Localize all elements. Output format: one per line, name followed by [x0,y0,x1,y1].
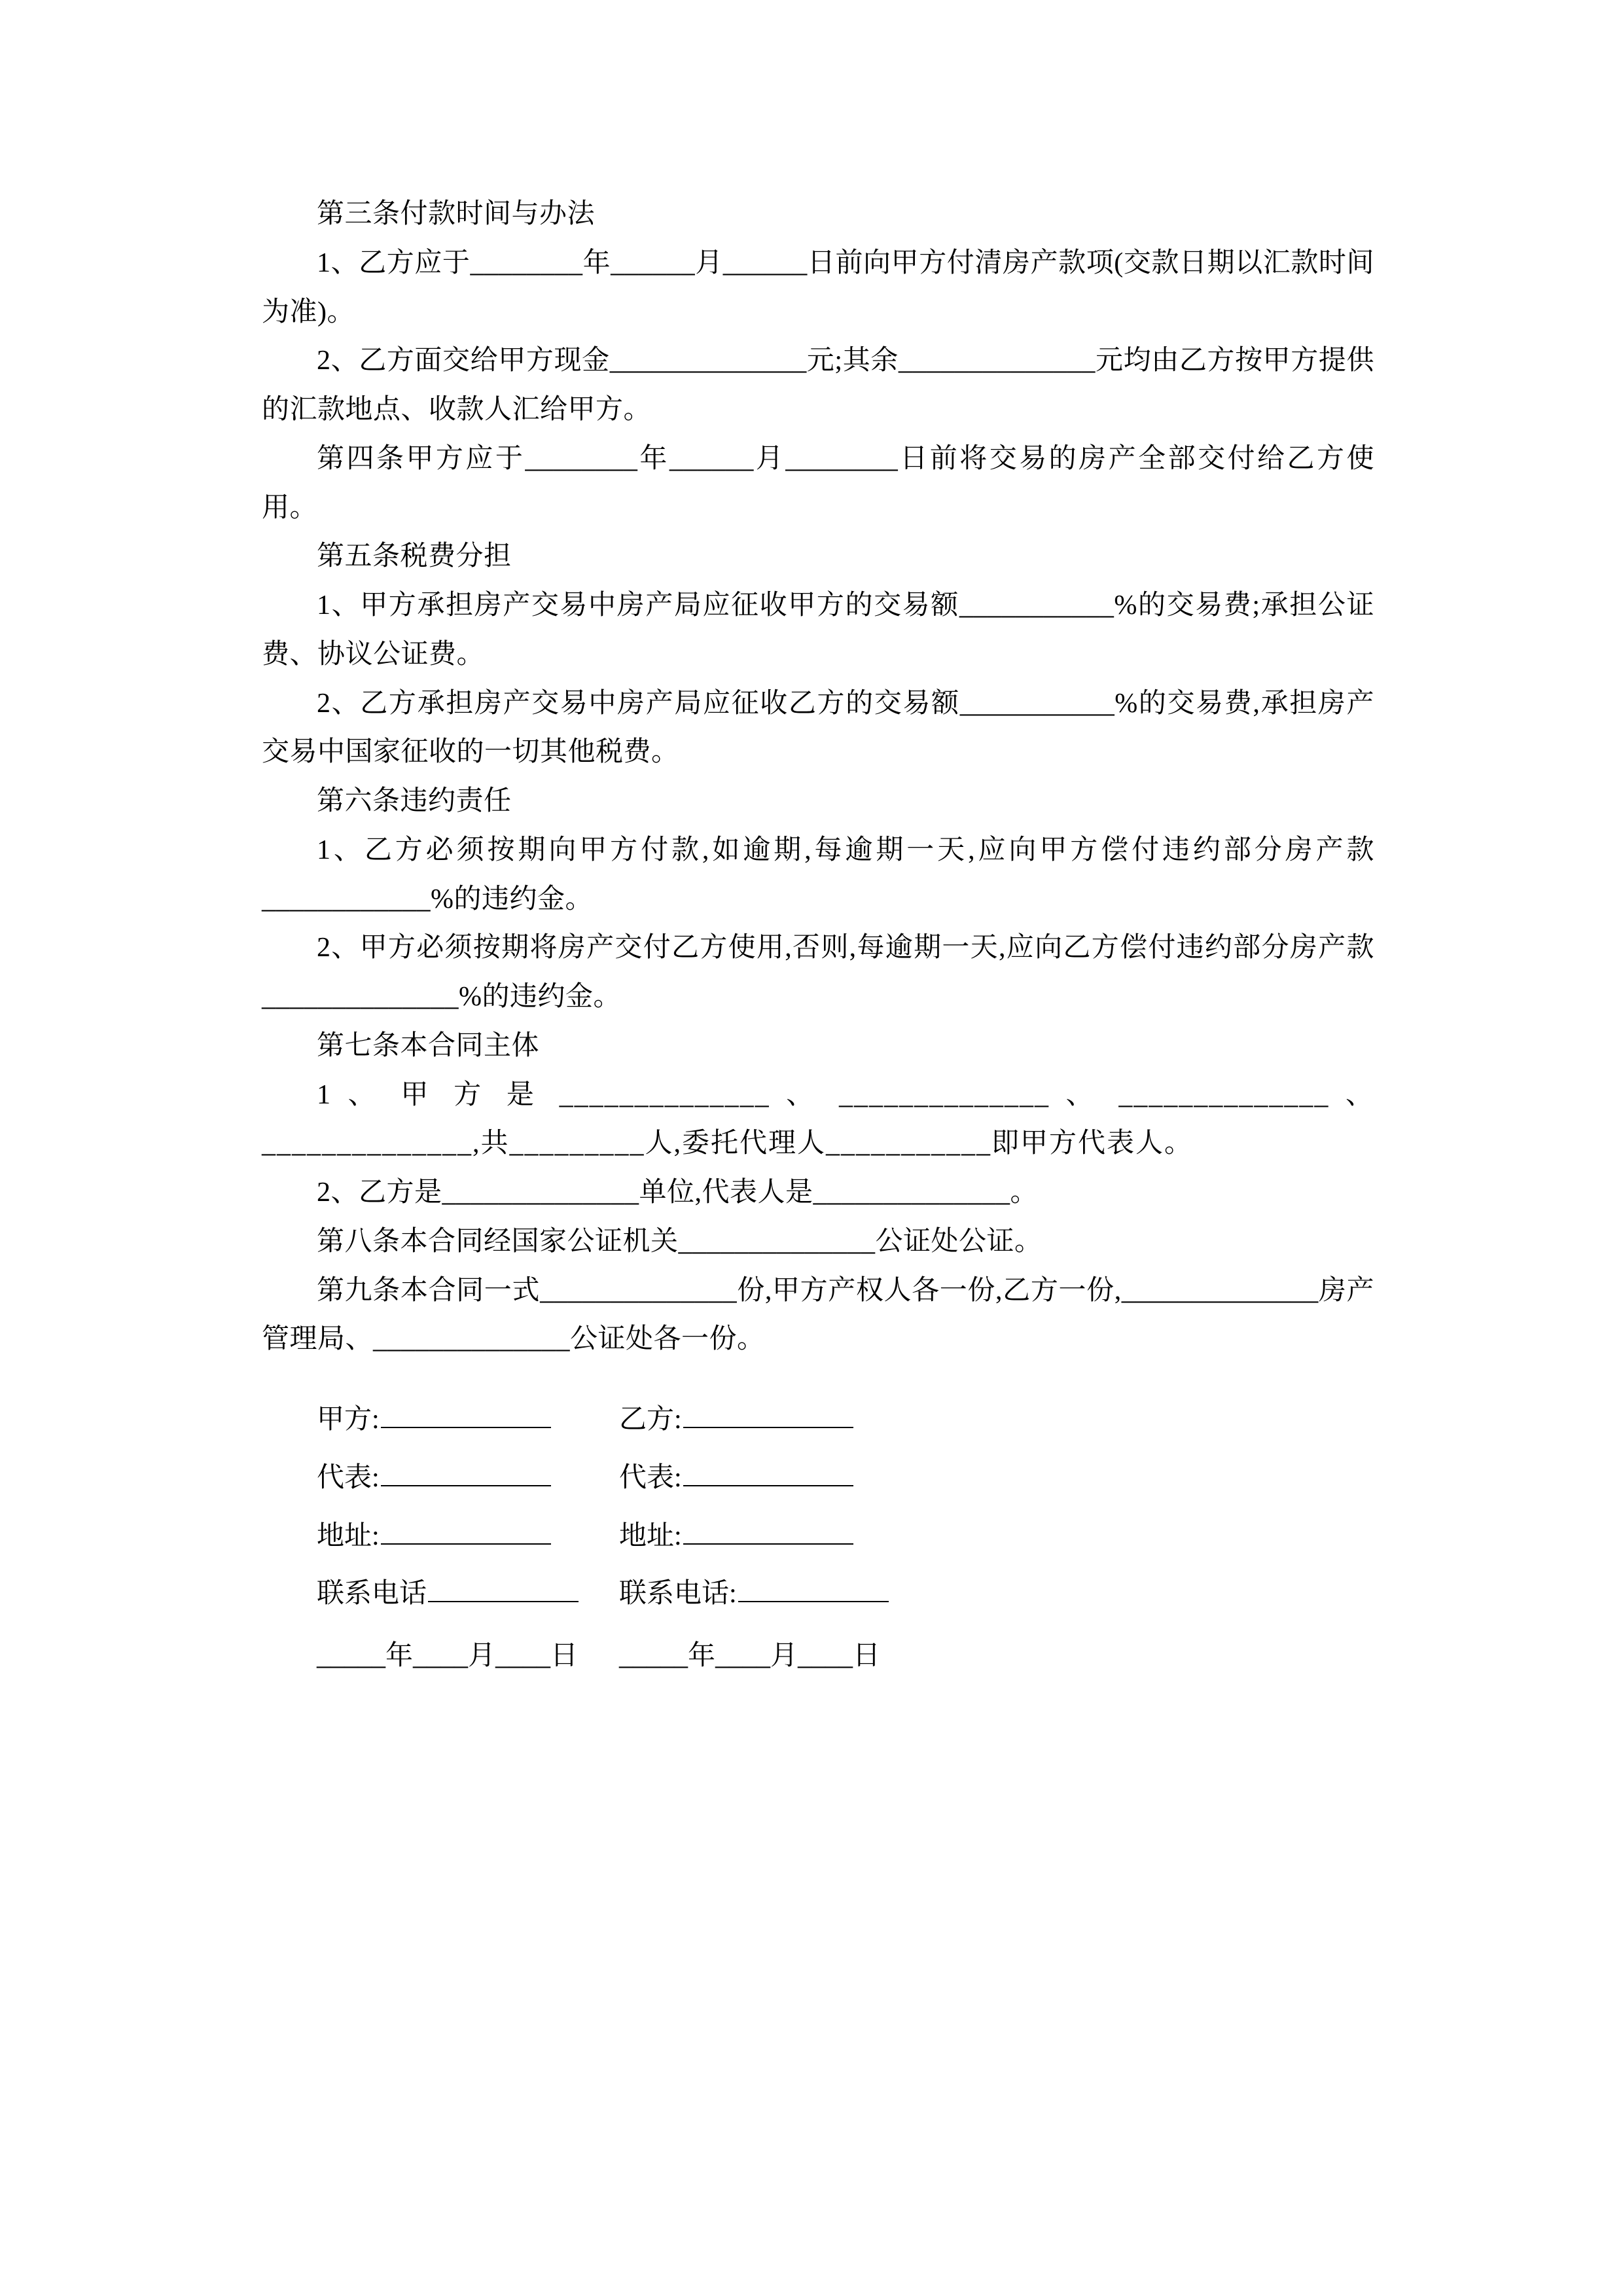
clause-4-item-1: 第四条甲方应于________年______月________日前将交易的房产全部交付给乙方使用。 [262,443,1374,523]
clause-7-heading: 第七条本合同主体 [317,1030,540,1061]
signature-block [317,1395,890,1690]
document-body [262,190,1374,1690]
signature-label-phone-b: 联系电话: [580,1570,890,1628]
signature-row-date [317,1628,890,1690]
clause-3-item-1: 1、乙方应于________年______月______日前向甲方付清房产款项(交款日期以汇款时间为准)。 [262,247,1374,327]
signature-label-phone-a: 联系电话 [317,1570,580,1628]
clause-8-item-1: 第八条本合同经国家公证机关______________公证处公证。 [317,1226,1043,1257]
signature-blank-party-b[interactable] [683,1401,853,1428]
signature-label-address-b: 地址: [580,1512,890,1570]
signature-blank-rep-b[interactable] [683,1459,853,1486]
signature-label-rep-b: 代表: [580,1454,890,1512]
signature-label-party-a: 甲方: [317,1395,580,1454]
clause-7-item-2: 2、乙方是______________单位,代表人是______________。 [317,1177,1039,1208]
clause-9-item-1: 第九条本合同一式______________份,甲方产权人各一份,乙方一份,______________房产管理局、______________公证处各一份。 [262,1275,1374,1355]
clause-5-item-1: 1、甲方承担房产交易中房产局应征收甲方的交易额___________%的交易费;承担公证费、协议公证费。 [262,590,1374,670]
clause-6-item-2: 2、甲方必须按期将房产交付乙方使用,否则,每逾期一天,应向乙方偿付违约部分房产款______________%的违约金。 [262,933,1374,1012]
clause-3-heading: 第三条付款时间与办法 [317,199,596,229]
clause-7-item-1: 1 、 甲 方 是 ______________ 、 ______________ 、 ______________ 、______________,共_________人,委托代理人___________即甲方代表人。 [262,1079,1374,1159]
signature-blank-address-a[interactable] [381,1517,551,1545]
clause-5-heading: 第五条税费分担 [317,541,512,572]
signature-row-party-a [317,1395,890,1454]
signature-date-b[interactable]: _____年____月____日 [619,1641,881,1671]
signature-blank-phone-b[interactable] [738,1575,889,1602]
clause-6-item-1: 1、乙方必须按期向甲方付款,如逾期,每逾期一天,应向甲方偿付违约部分房产款____________%的违约金。 [262,834,1374,914]
signature-blank-party-a[interactable] [381,1401,551,1428]
clause-5-item-2: 2、乙方承担房产交易中房产局应征收乙方的交易额___________%的交易费,承担房产交易中国家征收的一切其他税费。 [262,688,1374,768]
signature-row-address [317,1512,890,1570]
signature-date-a[interactable]: _____年____月____日 [317,1641,579,1671]
signature-row-rep [317,1454,890,1512]
signature-blank-address-b[interactable] [683,1517,853,1545]
signature-blank-rep-a[interactable] [381,1459,551,1486]
signature-blank-phone-a[interactable] [428,1575,579,1602]
signature-label-rep-a: 代表: [317,1454,580,1512]
signature-label-party-b: 乙方: [580,1395,890,1454]
clause-3-item-2: 2、乙方面交给甲方现金______________元;其余______________元均由乙方按甲方提供的汇款地点、收款人汇给甲方。 [262,346,1374,425]
signature-label-address-a: 地址: [317,1512,580,1570]
clause-6-heading: 第六条违约责任 [317,786,512,816]
signature-row-phone [317,1570,890,1628]
